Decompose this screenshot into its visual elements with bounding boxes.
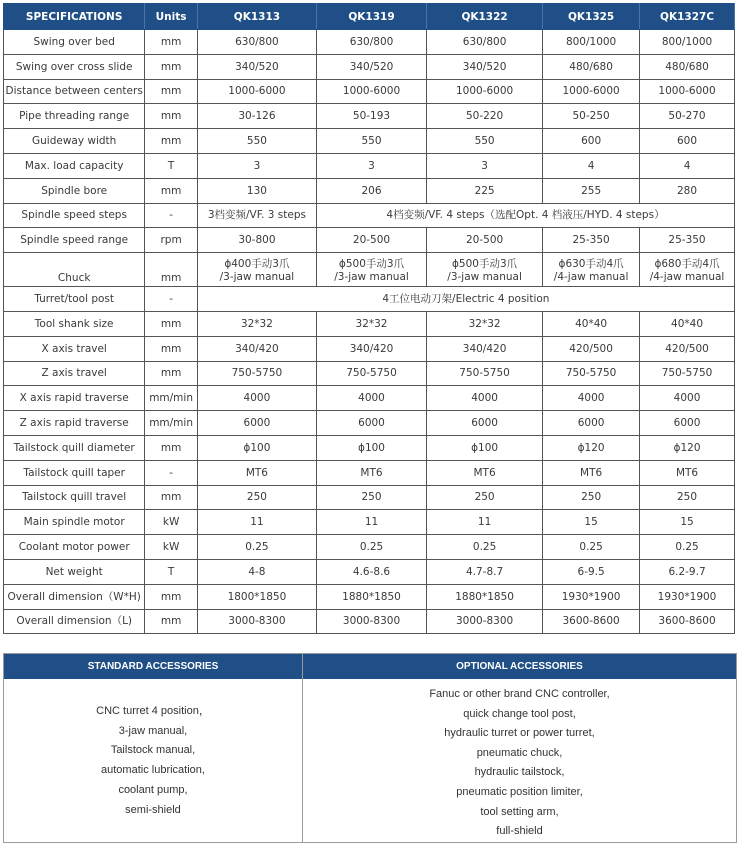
spec-value: 40*40 — [640, 311, 735, 336]
spec-value: 255 — [543, 178, 640, 203]
spec-value: 6000 — [640, 411, 735, 436]
spec-value: 50-270 — [640, 104, 735, 129]
spec-value: 32*32 — [316, 311, 426, 336]
spec-value: 630/800 — [316, 30, 426, 55]
spec-value: 4.7-8.7 — [427, 559, 543, 584]
spec-value: 250 — [427, 485, 543, 510]
spec-name: Max. load capacity — [4, 153, 145, 178]
spec-value: 15 — [543, 510, 640, 535]
spec-value — [640, 253, 735, 287]
spec-name: Net weight — [4, 559, 145, 584]
spec-value: 4.6-8.6 — [316, 559, 426, 584]
spec-value: 50-250 — [543, 104, 640, 129]
spec-name: Swing over bed — [4, 30, 145, 55]
spec-value: 480/680 — [543, 54, 640, 79]
accessory-item: semi-shield — [125, 803, 181, 816]
spec-unit: T — [145, 153, 198, 178]
spec-value: MT6 — [427, 460, 543, 485]
spec-unit: mm — [145, 336, 198, 361]
table-row — [4, 584, 735, 609]
spec-value: 4000 — [427, 386, 543, 411]
spec-value: 4000 — [316, 386, 426, 411]
spec-value: ϕ100 — [427, 435, 543, 460]
header-specifications: SPECIFICATIONS — [4, 4, 145, 30]
spec-value — [543, 253, 640, 287]
table-row — [4, 178, 735, 203]
chuck-type: /3-jaw manual — [334, 271, 409, 284]
spec-value: 3600-8600 — [543, 609, 640, 634]
spec-value: 4000 — [197, 386, 316, 411]
spec-value: 1880*1850 — [316, 584, 426, 609]
spec-value: 30-800 — [197, 228, 316, 253]
spec-value: 0.25 — [427, 535, 543, 560]
spec-value: 6000 — [543, 411, 640, 436]
accessory-item: automatic lubrication, — [101, 764, 205, 777]
table-row — [4, 559, 735, 584]
accessory-item: hydraulic turret or power turret, — [444, 727, 595, 740]
spec-value: 0.25 — [543, 535, 640, 560]
spec-unit: kW — [145, 510, 198, 535]
spec-name: Z axis travel — [4, 361, 145, 386]
spec-value: 550 — [427, 129, 543, 154]
spec-unit: mm — [145, 129, 198, 154]
spec-value: 20-500 — [427, 228, 543, 253]
spec-name: Overall dimension（W*H) — [4, 584, 145, 609]
spec-value: 3000-8300 — [427, 609, 543, 634]
spec-value: 550 — [197, 129, 316, 154]
accessory-item: quick change tool post, — [463, 707, 576, 720]
table-row — [4, 336, 735, 361]
spec-value: 480/680 — [640, 54, 735, 79]
spec-unit: mm — [145, 609, 198, 634]
spec-unit: mm — [145, 79, 198, 104]
spec-unit: rpm — [145, 228, 198, 253]
spec-value: 6-9.5 — [543, 559, 640, 584]
spec-unit: - — [145, 460, 198, 485]
spec-value: 800/1000 — [543, 30, 640, 55]
table-body — [4, 30, 735, 634]
spec-value: 1000-6000 — [316, 79, 426, 104]
spec-value: 250 — [640, 485, 735, 510]
header-units: Units — [145, 4, 198, 30]
spec-name: Pipe threading range — [4, 104, 145, 129]
spec-value: 20-500 — [316, 228, 426, 253]
spec-unit: mm/min — [145, 411, 198, 436]
spec-value: 340/520 — [427, 54, 543, 79]
spec-name: Tool shank size — [4, 311, 145, 336]
spec-value: 1930*1900 — [543, 584, 640, 609]
spec-value: 0.25 — [640, 535, 735, 560]
spec-value: 1880*1850 — [427, 584, 543, 609]
spec-value: 40*40 — [543, 311, 640, 336]
header-model: QK1313 — [197, 4, 316, 30]
spec-name: X axis rapid traverse — [4, 386, 145, 411]
spec-value: 750-5750 — [427, 361, 543, 386]
spec-value: 4 — [543, 153, 640, 178]
spec-value: 11 — [427, 510, 543, 535]
spec-unit: mm — [145, 253, 198, 287]
chuck-size: ϕ680手动4爪 — [654, 258, 720, 271]
table-row — [4, 460, 735, 485]
accessory-item: pneumatic chuck, — [476, 746, 563, 759]
spec-value: 6.2-9.7 — [640, 559, 735, 584]
spec-value: 6000 — [427, 411, 543, 436]
spec-value: 250 — [316, 485, 426, 510]
optional-accessories — [303, 654, 736, 842]
spec-name: Spindle bore — [4, 178, 145, 203]
spec-unit: mm — [145, 178, 198, 203]
spec-value: 340/520 — [316, 54, 426, 79]
optional-accessories-list — [303, 685, 736, 842]
spec-value: 4-8 — [197, 559, 316, 584]
spec-name: Turret/tool post — [4, 287, 145, 312]
chuck-type: /4-jaw manual — [553, 271, 629, 284]
spec-unit: mm — [145, 584, 198, 609]
spec-value: 340/420 — [197, 336, 316, 361]
spec-value: 6000 — [197, 411, 316, 436]
spec-name: Tailstock quill diameter — [4, 435, 145, 460]
spec-value: 1000-6000 — [640, 79, 735, 104]
spec-value: 30-126 — [197, 104, 316, 129]
accessories-panel — [3, 653, 737, 843]
header-model: QK1319 — [316, 4, 426, 30]
spec-value: 11 — [197, 510, 316, 535]
spec-value: ϕ100 — [197, 435, 316, 460]
table-row — [4, 129, 735, 154]
spec-name: Spindle speed range — [4, 228, 145, 253]
spec-value: MT6 — [640, 460, 735, 485]
spec-value: 4 — [640, 153, 735, 178]
spec-value: 1800*1850 — [197, 584, 316, 609]
table-row — [4, 30, 735, 55]
spec-value: 1000-6000 — [427, 79, 543, 104]
spec-name: Chuck — [4, 253, 145, 287]
spec-value: 25-350 — [640, 228, 735, 253]
spec-unit: mm — [145, 435, 198, 460]
spec-value: ϕ100 — [316, 435, 426, 460]
spec-value: 50-193 — [316, 104, 426, 129]
spec-value: 250 — [543, 485, 640, 510]
table-row — [4, 153, 735, 178]
accessory-item: Tailstock manual, — [110, 744, 196, 757]
table-row — [4, 228, 735, 253]
chuck-type: /3-jaw manual — [447, 271, 522, 284]
table-row — [4, 253, 735, 287]
accessory-item: coolant pump, — [118, 783, 188, 796]
header-model: QK1327C — [640, 4, 735, 30]
spec-name: Tailstock quill travel — [4, 485, 145, 510]
spec-name: Z axis rapid traverse — [4, 411, 145, 436]
spec-value: 3 — [316, 153, 426, 178]
spec-unit: T — [145, 559, 198, 584]
accessory-item: hydraulic tailstock, — [474, 766, 565, 779]
spec-unit: kW — [145, 535, 198, 560]
chuck-type: /3-jaw manual — [219, 271, 295, 284]
spec-value: 4档变频/VF. 4 steps（选配Opt. 4 档液压/HYD. 4 steps） — [316, 203, 734, 228]
chuck-type: /4-jaw manual — [649, 271, 725, 284]
spec-value: 1000-6000 — [197, 79, 316, 104]
spec-value: ϕ120 — [543, 435, 640, 460]
spec-unit: - — [145, 287, 198, 312]
spec-value: 600 — [543, 129, 640, 154]
spec-value: 3600-8600 — [640, 609, 735, 634]
spec-value: 750-5750 — [543, 361, 640, 386]
table-row — [4, 79, 735, 104]
spec-unit: mm — [145, 361, 198, 386]
spec-value: 1930*1900 — [640, 584, 735, 609]
spec-value: 11 — [316, 510, 426, 535]
spec-value: 6000 — [316, 411, 426, 436]
spec-value: 630/800 — [427, 30, 543, 55]
table-row — [4, 435, 735, 460]
spec-value: 800/1000 — [640, 30, 735, 55]
accessory-item: tool setting arm, — [480, 805, 559, 818]
spec-value: 50-220 — [427, 104, 543, 129]
chuck-size: ϕ500手动3爪 — [452, 258, 518, 271]
spec-value: 630/800 — [197, 30, 316, 55]
accessory-item: pneumatic position limiter, — [456, 785, 583, 798]
spec-value: 0.25 — [316, 535, 426, 560]
spec-name: Tailstock quill taper — [4, 460, 145, 485]
spec-value: 280 — [640, 178, 735, 203]
spec-name: Overall dimension（L) — [4, 609, 145, 634]
table-row — [4, 54, 735, 79]
spec-unit: mm — [145, 311, 198, 336]
standard-accessories — [4, 654, 303, 842]
spec-name: Coolant motor power — [4, 535, 145, 560]
table-row — [4, 361, 735, 386]
table-row — [4, 411, 735, 436]
spec-value — [316, 253, 426, 287]
header-model: QK1322 — [427, 4, 543, 30]
spec-name: Distance between centers — [4, 79, 145, 104]
spec-value: MT6 — [543, 460, 640, 485]
header-model: QK1325 — [543, 4, 640, 30]
spec-value: 4000 — [640, 386, 735, 411]
spec-value: MT6 — [197, 460, 316, 485]
chuck-size: ϕ500手动3爪 — [338, 258, 405, 271]
spec-value — [427, 253, 543, 287]
table-row — [4, 386, 735, 411]
table-row — [4, 104, 735, 129]
spec-value — [197, 253, 316, 287]
spec-value: 3档变频/VF. 3 steps — [197, 203, 316, 228]
spec-value: 32*32 — [427, 311, 543, 336]
spec-value: 130 — [197, 178, 316, 203]
chuck-size: ϕ630手动4爪 — [558, 258, 624, 271]
table-row — [4, 485, 735, 510]
table-row — [4, 609, 735, 634]
spec-value: 340/420 — [427, 336, 543, 361]
spec-value: 206 — [316, 178, 426, 203]
spec-value: 15 — [640, 510, 735, 535]
spec-value: 3000-8300 — [316, 609, 426, 634]
spec-value: 225 — [427, 178, 543, 203]
spec-unit: mm — [145, 30, 198, 55]
spec-unit: mm/min — [145, 386, 198, 411]
spec-name: Main spindle motor — [4, 510, 145, 535]
spec-unit: mm — [145, 54, 198, 79]
spec-value: 340/420 — [316, 336, 426, 361]
spec-value: 750-5750 — [640, 361, 735, 386]
spec-value: 250 — [197, 485, 316, 510]
spec-value: 3 — [197, 153, 316, 178]
spec-unit: mm — [145, 104, 198, 129]
table-row — [4, 510, 735, 535]
spec-value: MT6 — [316, 460, 426, 485]
spec-value: 3000-8300 — [197, 609, 316, 634]
spec-value: 4工位电动刀架/Electric 4 position — [197, 287, 734, 312]
spec-name: Guideway width — [4, 129, 145, 154]
spec-name: Spindle speed steps — [4, 203, 145, 228]
spec-value: 750-5750 — [197, 361, 316, 386]
table-row — [4, 311, 735, 336]
table-row — [4, 203, 735, 228]
spec-value: 750-5750 — [316, 361, 426, 386]
spec-value: 340/520 — [197, 54, 316, 79]
table-row — [4, 287, 735, 312]
accessory-item: CNC turret 4 position， — [96, 705, 210, 717]
accessory-item: Fanuc or other brand CNC controller, — [429, 688, 610, 700]
table-header-row — [4, 4, 735, 30]
spec-value: 3 — [427, 153, 543, 178]
spec-value: 600 — [640, 129, 735, 154]
accessory-item: full-shield — [496, 825, 543, 838]
spec-name: Swing over cross slide — [4, 54, 145, 79]
spec-value: 420/500 — [640, 336, 735, 361]
spec-value: 550 — [316, 129, 426, 154]
spec-value: 1000-6000 — [543, 79, 640, 104]
optional-accessories-title: OPTIONAL ACCESSORIES — [303, 654, 736, 679]
spec-value: 0.25 — [197, 535, 316, 560]
standard-accessories-title: STANDARD ACCESSORIES — [4, 654, 302, 679]
spec-value: 32*32 — [197, 311, 316, 336]
table-row — [4, 535, 735, 560]
spec-value: 4000 — [543, 386, 640, 411]
spec-name: X axis travel — [4, 336, 145, 361]
spec-value: 420/500 — [543, 336, 640, 361]
standard-accessories-list — [4, 702, 302, 820]
accessory-item: 3-jaw manual, — [118, 724, 188, 737]
spec-value: 25-350 — [543, 228, 640, 253]
spec-value: ϕ120 — [640, 435, 735, 460]
chuck-size: ϕ400手动3爪 — [224, 258, 290, 271]
specifications-table — [3, 3, 735, 634]
spec-unit: mm — [145, 485, 198, 510]
spec-unit: - — [145, 203, 198, 228]
